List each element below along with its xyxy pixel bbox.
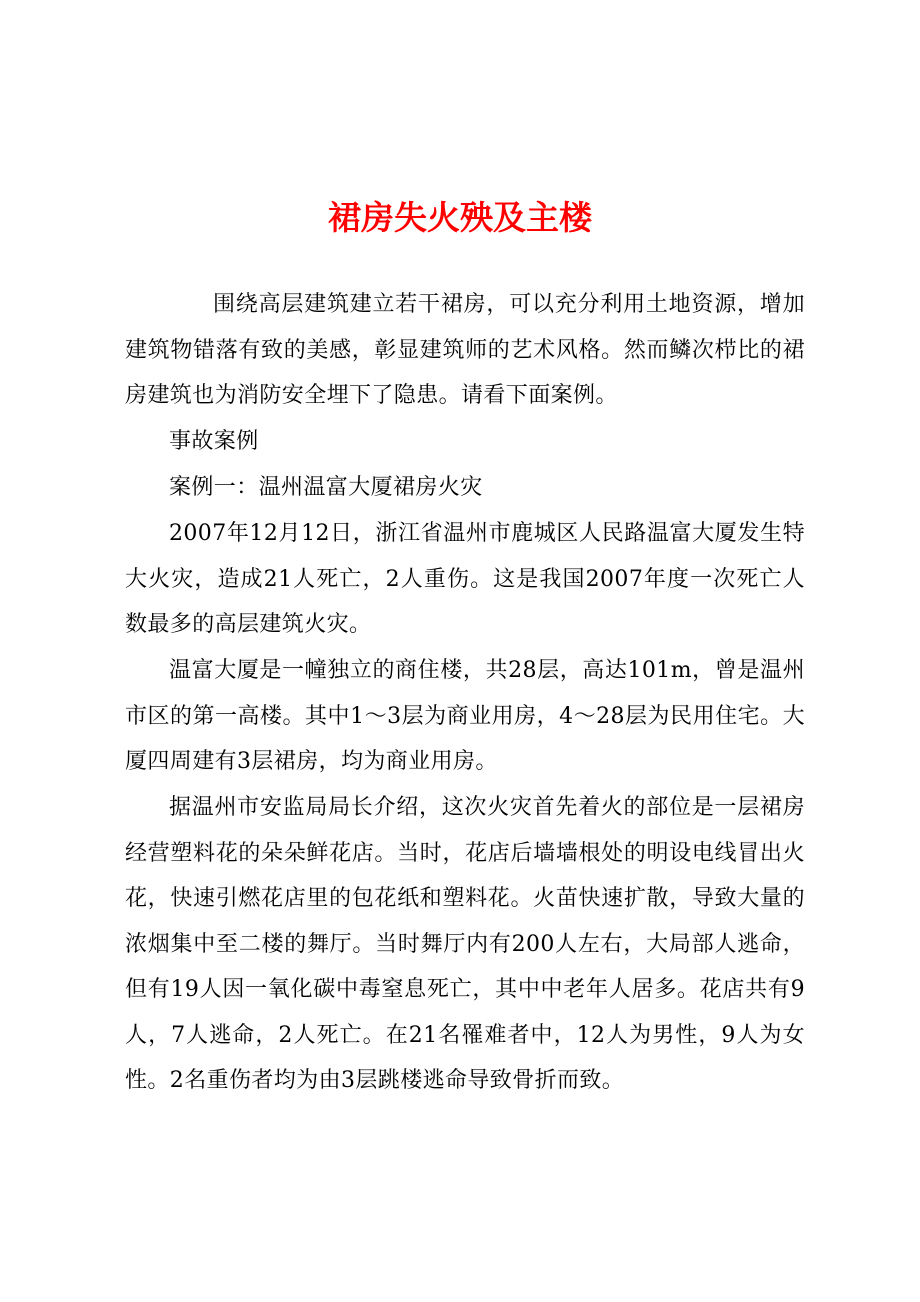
case-heading: 案例一：温州温富大厦裙房火灾	[169, 475, 483, 500]
case-paragraph-fire: 据温州市安监局局长介绍，这次火灾首先着火的部位是一层裙房经营塑料花的朵朵鲜花店。当时，花店后墙墙根处的明设电线冒出火花，快速引燃花店里的包花纸和塑料花。火苗快速扩散，导致大量的浓烟集中至二楼的舞厅。当时舞厅内有200人左右，大局部人逃命，但有19人因一氧化碳中毒窒息死亡，其中中老年人居多。花店共有9人，7人逃命，2人死亡。在21名罹难者中，12人为男性，9人为女性。2名重伤者均为由3层跳楼逃命导致骨折而致。	[125, 795, 805, 1093]
page-title: 裙房失火殃及主楼	[328, 198, 592, 237]
intro-paragraph: 围绕高层建筑建立若干裙房，可以充分利用土地资源，增加建筑物错落有致的美感，彰显建筑师的艺术风格。然而鳞次栉比的裙房建筑也为消防安全埋下了隐患。请看下面案例。	[125, 292, 805, 408]
case-paragraph-building: 温富大厦是一幢独立的商住楼，共28层，高达101m，曾是温州市区的第一高楼。其中1～3层为商业用房，4～28层为民用住宅。大厦四周建有3层裙房，均为商业用房。	[125, 658, 805, 774]
section-heading: 事故案例	[169, 429, 259, 454]
case-paragraph-date: 2007年12月12日，浙江省温州市鹿城区人民路温富大厦发生特大火灾，造成21人死亡，2人重伤。这是我国2007年度一次死亡人数最多的高层建筑火灾。	[125, 521, 805, 637]
